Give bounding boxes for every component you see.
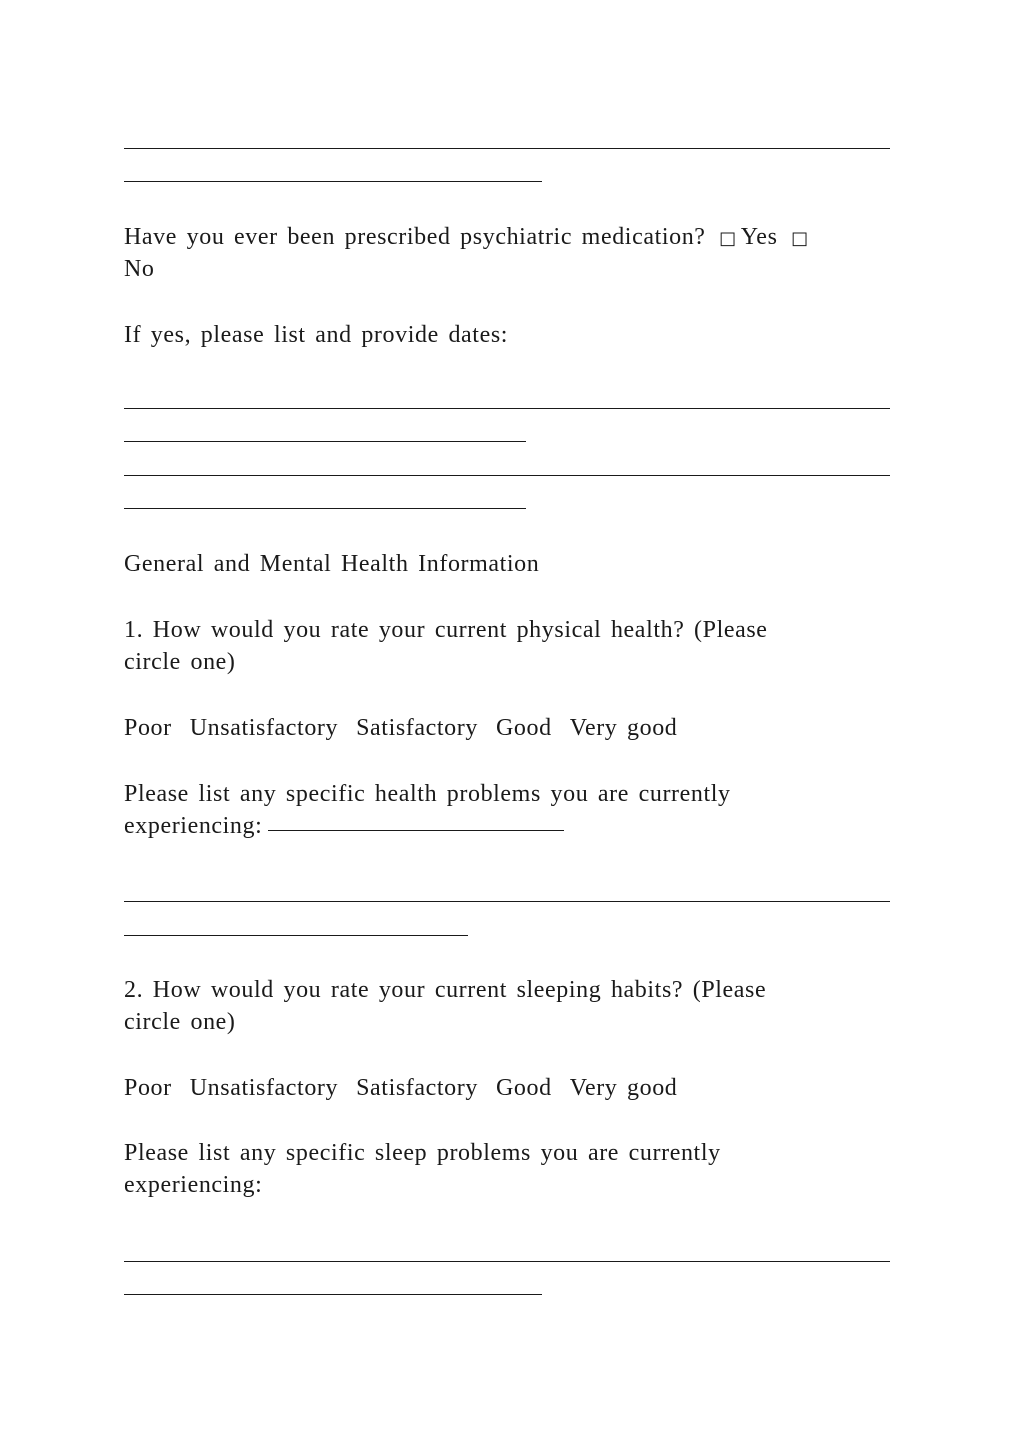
rating-option-satisfactory[interactable]: Satisfactory [356, 1075, 478, 1101]
answer-line[interactable] [124, 475, 890, 476]
rating-option-satisfactory[interactable]: Satisfactory [356, 715, 478, 741]
rating-option-unsatisfactory[interactable]: Unsatisfactory [189, 715, 339, 741]
rating-option-very-good[interactable]: Very good [569, 1075, 678, 1101]
answer-line[interactable] [124, 1261, 890, 1262]
answer-line[interactable] [124, 935, 468, 936]
answer-line[interactable] [124, 148, 890, 149]
question-2-line-1: 2. How would you rate your current sleeping habits? (Please [124, 977, 767, 1003]
rating-option-good[interactable]: Good [495, 715, 552, 741]
answer-line[interactable] [124, 508, 526, 509]
health-problems-prompt-2 [124, 810, 564, 842]
rating-option-good[interactable]: Good [495, 1075, 552, 1101]
answer-line[interactable] [268, 830, 564, 831]
question-2-rating-options [124, 1072, 677, 1104]
yes-label: Yes [740, 224, 778, 250]
question-1-rating-options [124, 712, 677, 744]
question-2-line-2: circle one) [124, 1009, 236, 1035]
medication-followup: If yes, please list and provide dates: [124, 322, 509, 348]
answer-line[interactable] [124, 181, 542, 182]
answer-line[interactable] [124, 901, 890, 902]
health-problems-prompt: Please list any specific health problems you are currently [124, 781, 731, 807]
question-1-line-2: circle one) [124, 649, 236, 675]
rating-option-poor[interactable]: Poor [124, 715, 172, 741]
experiencing-label: experiencing: [124, 813, 263, 839]
no-label: No [124, 256, 155, 282]
answer-line[interactable] [124, 1294, 542, 1295]
sleep-problems-prompt-2: experiencing: [124, 1172, 263, 1198]
rating-option-unsatisfactory[interactable]: Unsatisfactory [189, 1075, 339, 1101]
rating-option-very-good[interactable]: Very good [569, 715, 678, 741]
no-checkbox-icon[interactable]: □ [791, 228, 809, 249]
answer-line[interactable] [124, 408, 890, 409]
answer-line[interactable] [124, 441, 526, 442]
sleep-problems-prompt: Please list any specific sleep problems you are currently [124, 1140, 721, 1166]
medication-question-text: Have you ever been prescribed psychiatric medication? [124, 224, 706, 250]
rating-option-poor[interactable]: Poor [124, 1075, 172, 1101]
medication-question [124, 221, 813, 255]
question-1-line-1: 1. How would you rate your current physical health? (Please [124, 617, 768, 643]
section-title: General and Mental Health Information [124, 551, 540, 577]
yes-checkbox-icon[interactable]: □ [719, 228, 737, 249]
